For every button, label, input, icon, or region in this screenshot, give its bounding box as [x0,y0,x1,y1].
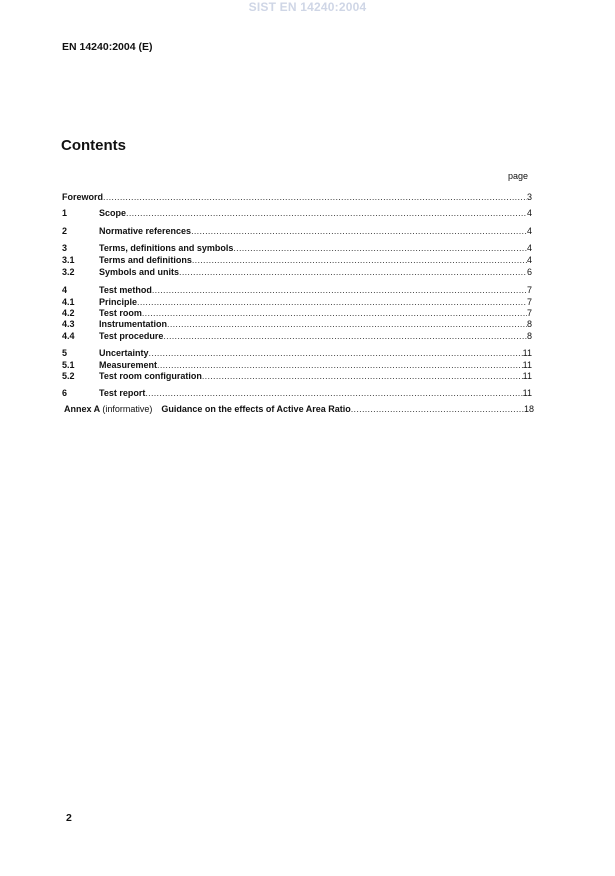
toc-entry-title: Terms, definitions and symbols [99,243,234,253]
toc-entry-4-3[interactable] [62,318,532,330]
toc-entry-page: 18 [523,404,534,414]
toc-entry-page: 7 [526,297,532,307]
toc-entry-title: Test room [99,308,142,318]
leader-dots [179,267,527,278]
toc-entry-foreword[interactable] [62,191,532,203]
leader-dots [149,348,523,359]
toc-entry-page: 4 [526,255,532,265]
toc-entry-number: 4.1 [62,297,75,307]
toc-entry-page: 6 [526,267,532,277]
toc-entry-number: 2 [62,226,68,236]
leader-dots [103,192,527,203]
leader-dots [167,319,527,330]
toc-entry-3[interactable] [62,242,532,254]
toc-entry-number: 4.3 [62,319,75,329]
toc-entry-number: 3.2 [62,267,75,277]
toc-entry-page: 4 [526,208,532,218]
page-column-label: page [508,171,529,181]
toc-entry-title: Instrumentation [99,319,168,329]
contents-title: Contents [61,137,126,154]
leader-dots [152,285,527,296]
leader-dots [191,226,527,237]
toc-entry-number: 3 [62,243,68,253]
leader-dots [126,208,527,219]
toc-entry-title: Terms and definitions [99,255,192,265]
toc-entry-title: Test room configuration [99,371,202,381]
toc-entry-page: 11 [522,348,532,358]
toc-entry-5-2[interactable] [62,370,532,382]
toc-entry-title: Uncertainty [99,348,149,358]
toc-entry-number: 5.1 [62,360,75,370]
toc-entry-5[interactable] [62,347,532,359]
toc-entry-4[interactable] [62,284,532,296]
page-number: 2 [66,812,72,824]
leader-dots [145,388,522,399]
toc-entry-title: Foreword [62,192,104,202]
toc-entry-page: 3 [526,192,532,202]
toc-entry-page: 4 [526,226,532,236]
toc-entry-page: 11 [522,360,532,370]
annex-label [64,404,152,415]
toc-entry-title: Test method [99,285,152,295]
toc-entry-number: 5.2 [62,371,75,381]
toc-entry-title: Test report [99,388,146,398]
annex-status: (informative) [102,404,153,414]
toc-entry-title: Guidance on the effects of Active Area Ratio [161,404,351,414]
toc-entry-annex-a[interactable] [64,403,534,415]
toc-entry-number: 6 [62,388,68,398]
watermark: SIST EN 14240:2004 [248,0,367,14]
toc-entry-page: 8 [526,319,532,329]
toc-entry-1[interactable] [62,207,532,219]
toc-entry-page: 11 [522,388,532,398]
leader-dots [233,243,527,254]
toc-entry-title: Normative references [99,226,192,236]
toc-entry-page: 7 [526,285,532,295]
toc-entry-3-1[interactable] [62,254,532,266]
toc-entry-number: 4.2 [62,308,75,318]
leader-dots [202,371,523,382]
toc-entry-6[interactable] [62,387,532,399]
toc-entry-page: 8 [526,331,532,341]
toc-entry-3-2[interactable] [62,266,532,278]
toc-entry-title: Measurement [99,360,158,370]
toc-entry-page: 11 [522,371,532,381]
toc-entry-title: Principle [99,297,138,307]
toc-entry-number: 5 [62,348,68,358]
annex-letter: Annex A [64,404,100,414]
toc-entry-number: 4.4 [62,331,75,341]
toc-entry-title: Test procedure [99,331,164,341]
leader-dots [351,404,524,415]
toc-entry-title: Scope [99,208,127,218]
toc-entry-number: 4 [62,285,68,295]
toc-entry-page: 4 [526,243,532,253]
toc-entry-page: 7 [526,308,532,318]
leader-dots [192,255,527,266]
toc-entry-4-4[interactable] [62,330,532,342]
toc-entry-2[interactable] [62,225,532,237]
document-id-header: EN 14240:2004 (E) [62,41,153,53]
toc-entry-number: 3.1 [62,255,75,265]
toc-entry-title: Symbols and units [99,267,180,277]
toc-entry-number: 1 [62,208,68,218]
leader-dots [163,331,527,342]
